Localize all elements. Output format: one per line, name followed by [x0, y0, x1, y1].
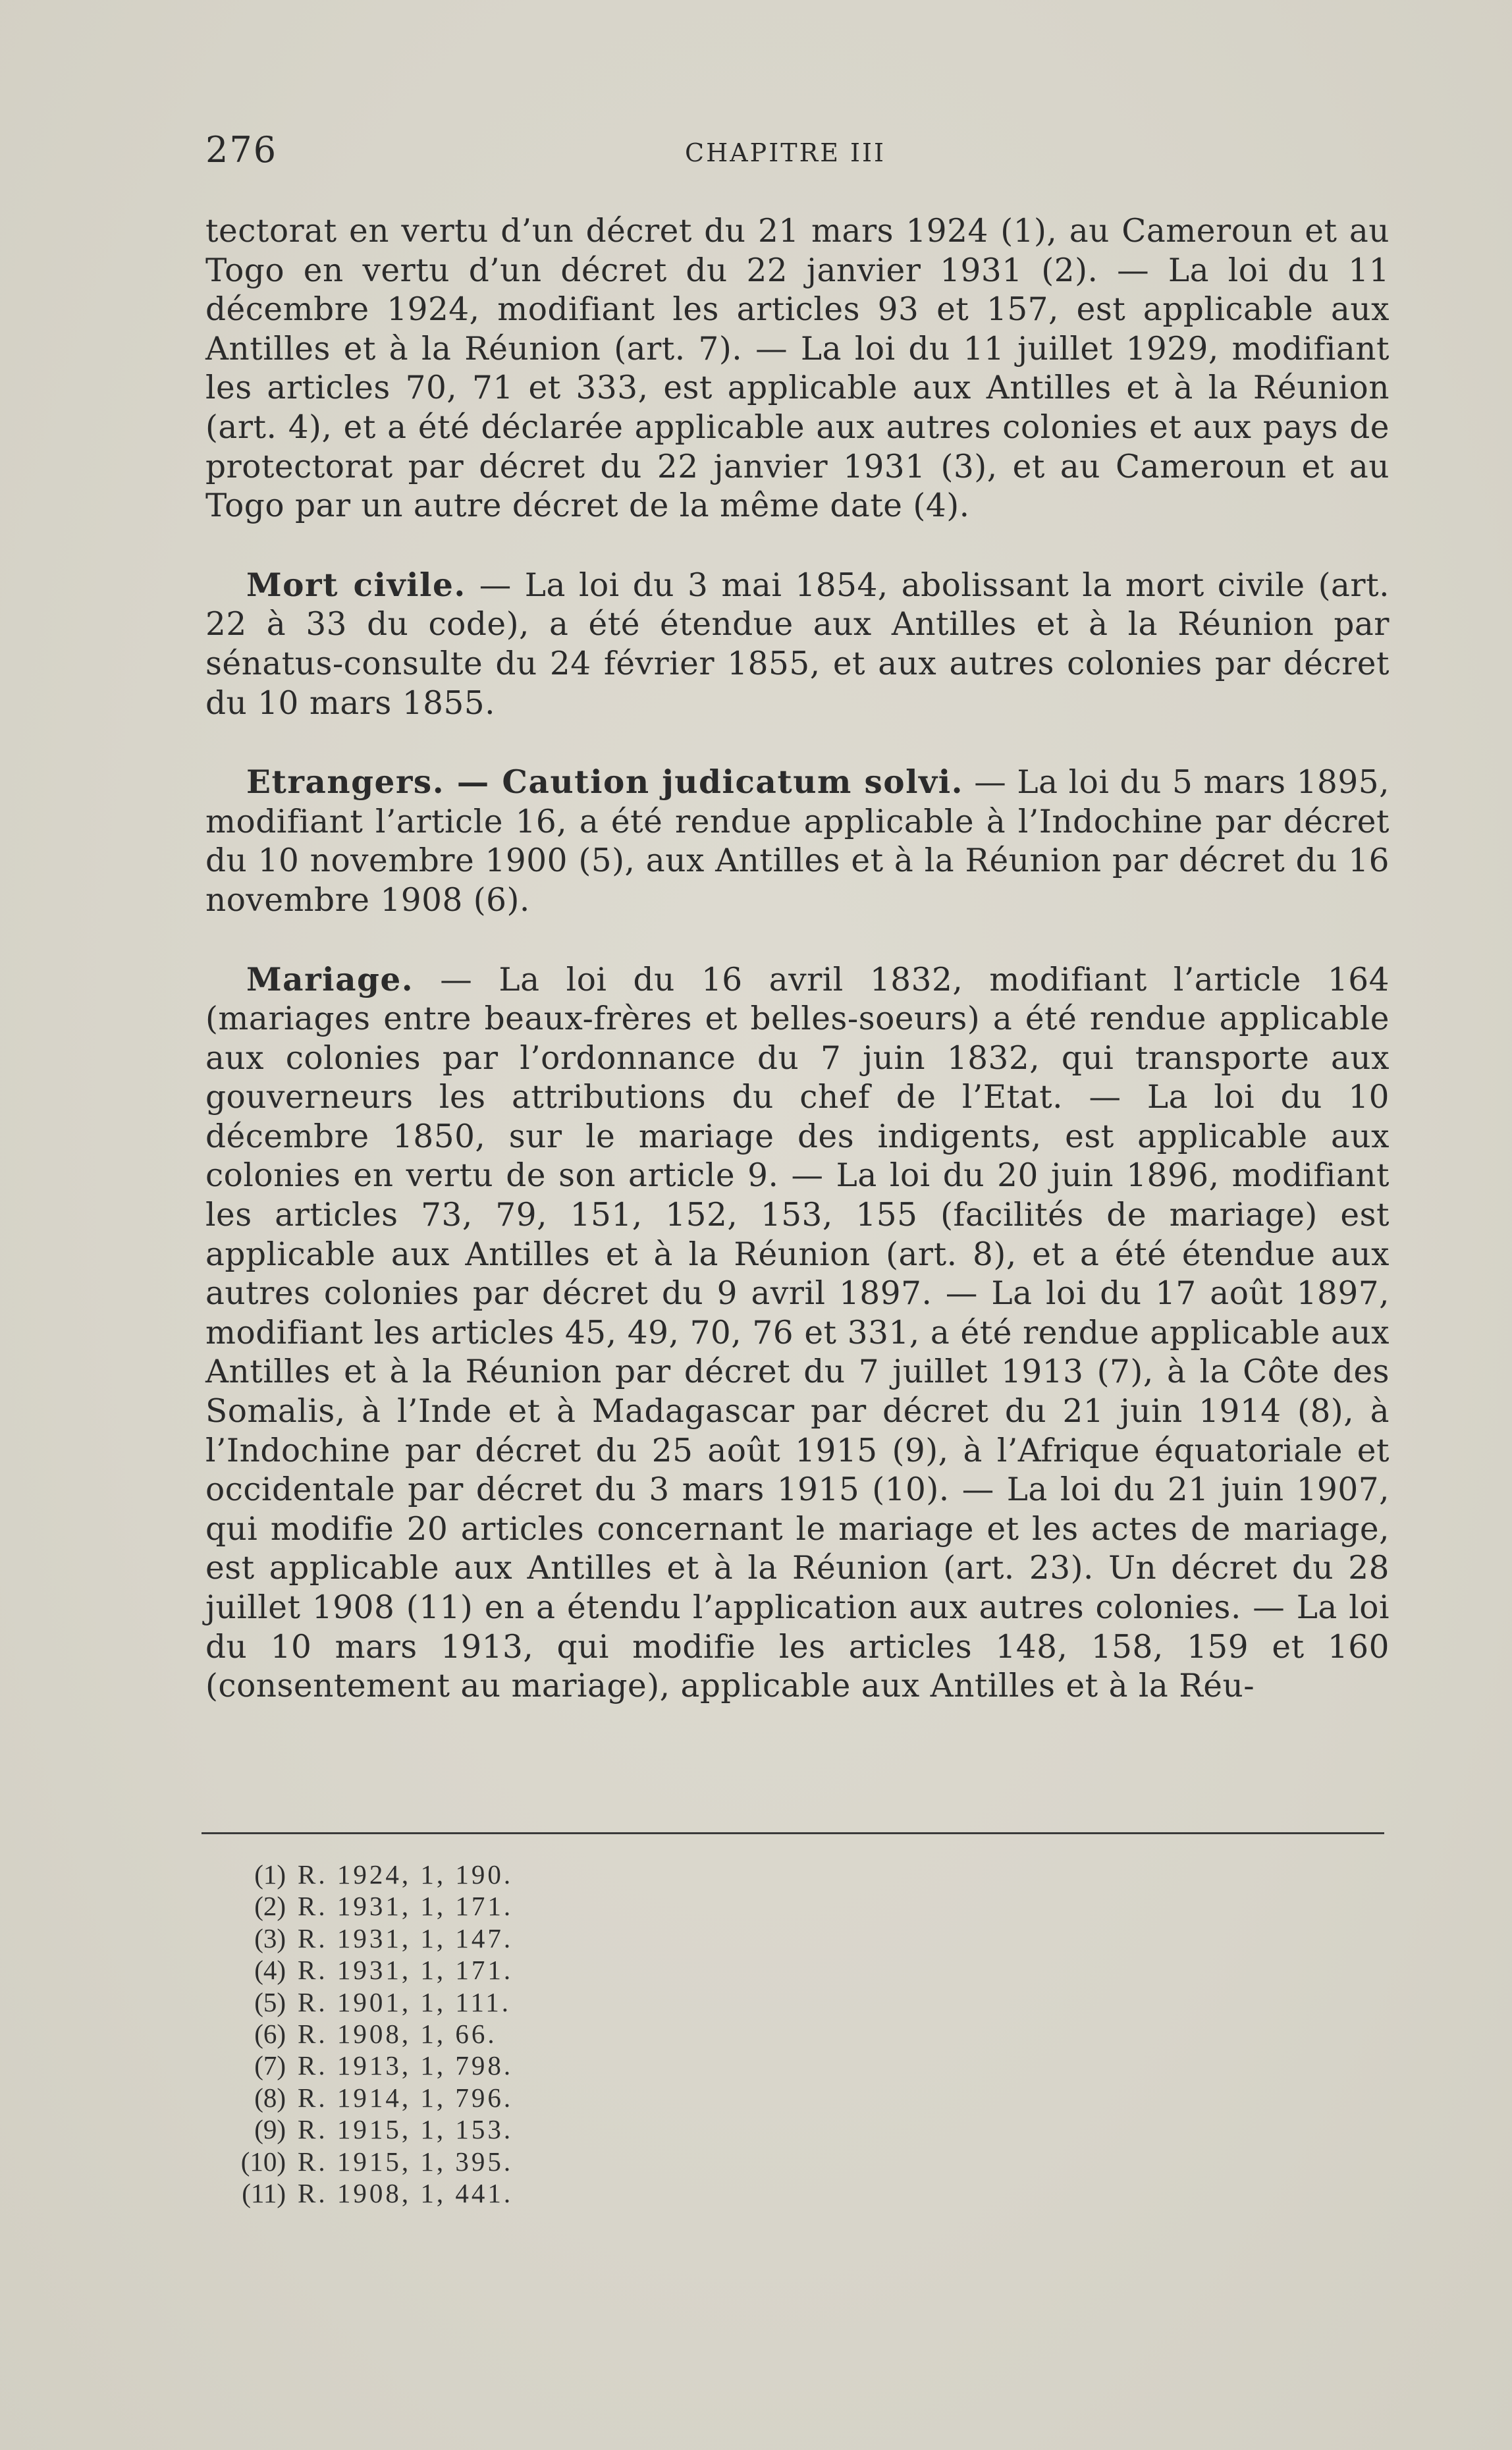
section-heading: Mort civile.: [246, 566, 466, 604]
footnotes: [212, 1859, 513, 2209]
footnote-mark: (3): [254, 1922, 286, 1953]
footnote-mark: (9): [254, 2114, 286, 2145]
footnote: [212, 1954, 513, 1986]
footnote-mark: (7): [254, 2050, 286, 2081]
section-heading: Etrangers. — Caution judicatum solvi.: [246, 763, 964, 802]
footnote-mark: (1): [254, 1859, 286, 1890]
footnote: [212, 1986, 513, 2018]
footnote-mark: (5): [254, 1986, 286, 2017]
footnote-reference: R. 1901, 1, 111.: [298, 1986, 512, 2017]
footnote-reference: R. 1908, 1, 66.: [298, 2019, 497, 2050]
footnote: [212, 2018, 513, 2050]
paragraph-text: — La loi du 3 mai 1854, abolissant la mort civile (art. 22 à 33 du code), a été étendue aux Antilles et à la Réunion par sénatus-consulte du 24 février 1855, et aux autres colonies par décret du 10 mars 1855.: [205, 566, 1390, 722]
paragraph-continuation: [205, 212, 1390, 526]
footnote: [212, 2177, 513, 2209]
footnote: [212, 2050, 513, 2081]
footnote-reference: R. 1914, 1, 796.: [298, 2082, 514, 2113]
page-number: 276: [205, 129, 278, 171]
footnote-mark: (10): [240, 2146, 286, 2177]
footnote-reference: R. 1915, 1, 153.: [298, 2114, 514, 2145]
body-text: [205, 212, 1390, 1706]
footnote-reference: R. 1931, 1, 171.: [298, 1955, 514, 1986]
footnote-reference: R. 1913, 1, 798.: [298, 2050, 514, 2081]
footnote-reference: R. 1931, 1, 171.: [298, 1891, 514, 1922]
footnote: [212, 2146, 513, 2177]
footnote-reference: R. 1908, 1, 441.: [298, 2178, 514, 2209]
paragraph-mariage: [205, 960, 1390, 1706]
page-header: [205, 129, 1384, 182]
footnote-mark: (11): [242, 2178, 286, 2209]
footnote-mark: (2): [254, 1891, 286, 1922]
footnote: [212, 2082, 513, 2113]
paragraph-mort-civile: [205, 566, 1390, 723]
paragraph-etrangers: [205, 763, 1390, 920]
section-heading: Mariage.: [246, 960, 414, 998]
footnote-mark: (6): [254, 2019, 286, 2050]
footnote: [212, 2113, 513, 2145]
footnote-reference: R. 1924, 1, 190.: [298, 1859, 514, 1890]
running-head: CHAPITRE III: [685, 138, 886, 167]
footnote: [212, 1922, 513, 1954]
footnote-mark: (4): [254, 1955, 286, 1986]
footnote-reference: R. 1915, 1, 395.: [298, 2146, 514, 2177]
paragraph-text: — La loi du 5 mars 1895, modifiant l’article 16, a été rendue applicable à l’Indochine par décret du 10 novembre 1900 (5), aux Antilles et à la Réunion par décret du 16 novembre 1908 (6).: [205, 764, 1390, 919]
paragraph-text: tectorat en vertu d’un décret du 21 mars 1924 (1), au Cameroun et au Togo en vertu d’un décret du 22 janvier 1931 (2). — La loi du 11 décembre 1924, modifiant les articles 93 et 157, est applicable aux Antilles et à la Réunion (art. 7). — La loi du 11 juillet 1929, modifiant les articles 70, 71 et 333, est applicable aux Antilles et à la Réunion (art. 4), et a été déclarée applicable aux autres colonies et aux pays de protectorat par décret du 22 janvier 1931 (3), et au Cameroun et au Togo par un autre décret de la même date (4).: [205, 213, 1390, 525]
footnote-reference: R. 1931, 1, 147.: [298, 1922, 514, 1953]
paragraph-text: — La loi du 16 avril 1832, modifiant l’article 164 (mariages entre beaux-frères et belles-soeurs) a été rendue applicable aux colonies par l’ordonnance du 7 juin 1832, qui transporte aux gouverneurs les attributions du chef de l’Etat. — La loi du 10 décembre 1850, sur le mariage des indigents, est applicable aux colonies en vertu de son article 9. — La loi du 20 juin 1896, modifiant les articles 73, 79, 151, 152, 153, 155 (facilités de mariage) est applicable aux Antilles et à la Réunion (art. 8), et a été étendue aux autres colonies par décret du 9 avril 1897. — La loi du 17 août 1897, modifiant les articles 45, 49, 70, 76 et 331, a été rendue applicable aux Antilles et à la Réunion par décret du 7 juillet 1913 (7), à la Côte des Somalis, à l’Inde et à Madagascar par décret du 21 juin 1914 (8), à l’Indochine par décret du 25 août 1915 (9), à l’Afrique équatoriale et occidentale par décret du 3 mars 1915 (10). — La loi du 21 juin 1907, qui modifie 20 articles concernant le mariage et les actes de mariage, est applicable aux Antilles et à la Réunion (art. 23). Un décret du 28 juillet 1908 (11) en a étendu l’application aux autres colonies. — La loi du 10 mars 1913, qui modifie les articles 148, 158, 159 et 160 (consentement au mariage), applicable aux Antilles et à la Réu-: [205, 961, 1390, 1705]
footnote: [212, 1890, 513, 1922]
footnote: [212, 1859, 513, 1890]
footnote-divider: [202, 1832, 1384, 1834]
footnote-mark: (8): [254, 2082, 286, 2113]
